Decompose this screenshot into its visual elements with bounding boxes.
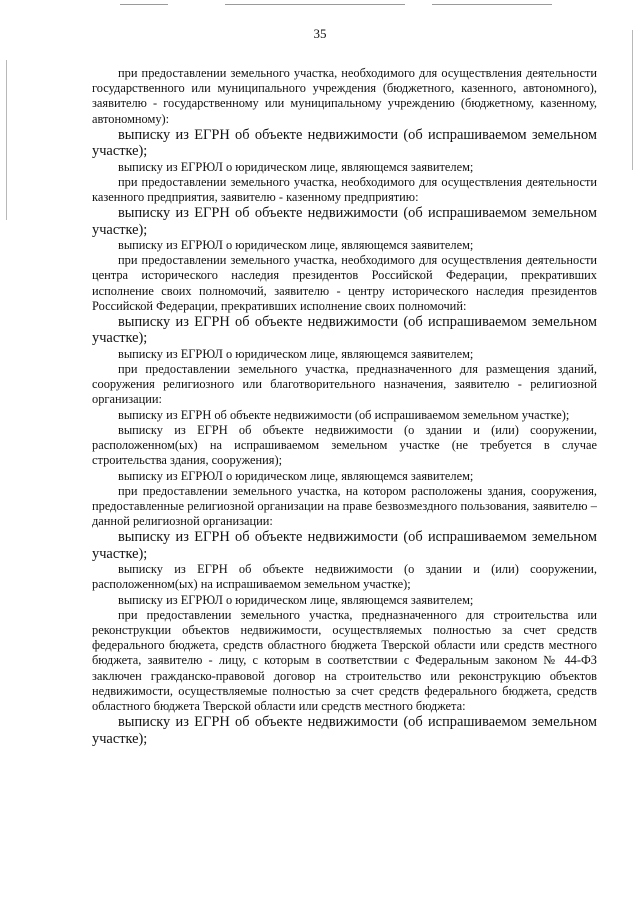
paragraph: выписку из ЕГРН об объекте недвижимости (об испрашиваемом земельном участке); <box>92 205 597 238</box>
paragraph: при предоставлении земельного участка, необходимого для осуществления деятельности государственного или муниципального учреждения (бюджетного, казенного, автономного), заявителю - государственному или муниципальному учреждению (бюджетному, казенному, автономному): <box>92 66 597 126</box>
paragraph: выписку из ЕГРН об объекте недвижимости (об испрашиваемом земельном участке); <box>118 407 570 422</box>
paragraph: при предоставлении земельного участка, на котором расположены здания, сооружения, предоставленные религиозной организации на праве безвозмездного пользования, заявителю – данной религиозной организации: <box>92 483 597 529</box>
paragraph: выписку из ЕГРЮЛ о юридическом лице, являющемся заявителем; <box>118 159 474 174</box>
paragraph: выписку из ЕГРЮЛ о юридическом лице, являющемся заявителем; <box>118 238 474 253</box>
scan-edge-mark <box>6 60 7 220</box>
paragraph: выписку из ЕГРН об объекте недвижимости (об испрашиваемом земельном участке); <box>92 126 597 160</box>
scan-artifact-line <box>225 4 405 5</box>
paragraph: выписку из ЕГРН об объекте недвижимости (о здании и (или) сооружении, расположенном(ых) на испрашиваемом земельном участке); <box>92 562 597 592</box>
document-body <box>92 66 597 747</box>
paragraph: выписку из ЕГРН об объекте недвижимости (об испрашиваемом земельном участке); <box>92 714 597 747</box>
paragraph: выписку из ЕГРЮЛ о юридическом лице, являющемся заявителем; <box>118 346 474 361</box>
paragraph: выписку из ЕГРН об объекте недвижимости (об испрашиваемом земельном участке); <box>92 314 597 347</box>
paragraph: выписку из ЕГРЮЛ о юридическом лице, являющемся заявителем; <box>118 592 474 607</box>
paragraph: при предоставлении земельного участка, необходимого для осуществления деятельности центра исторического наследия президентов Российской Федерации, прекративших исполнение своих полномочий, заявителю - центру исторического наследия президентов Российской Федерации, прекративших исполнение своих полномочий: <box>92 253 597 313</box>
paragraph: выписку из ЕГРЮЛ о юридическом лице, являющемся заявителем; <box>118 468 474 483</box>
scan-artifact-line <box>120 4 168 5</box>
paragraph: при предоставлении земельного участка, предназначенного для размещения зданий, сооружения религиозного или благотворительного назначения, заявителю - религиозной организации: <box>92 362 597 407</box>
page-number: 35 <box>313 26 327 41</box>
paragraph: при предоставлении земельного участка, необходимого для осуществления деятельности казенного предприятия, заявителю - казенному предприятию: <box>92 174 597 205</box>
paragraph: при предоставлении земельного участка, предназначенного для строительства или реконструкции объектов недвижимости, осуществляемых полностью за счет средств федерального бюджета, средств областного бюджета Тверской области или средств местного бюджета, заявителю - лицу, с которым в соответствии с Федеральным законом № 44-ФЗ заключен гражданско-правовой договор на строительство или реконструкцию объектов недвижимости, осуществляемые полностью за счет средств федерального бюджета, средств областного бюджета Тверской области или средств местного бюджета: <box>92 607 597 713</box>
paragraph: выписку из ЕГРН об объекте недвижимости (о здании и (или) сооружении, расположенном(ых) на испрашиваемом земельном участке (не требуется в случае строительства здания, сооружения); <box>92 422 597 468</box>
scan-edge-mark <box>632 30 633 170</box>
paragraph: выписку из ЕГРН об объекте недвижимости (об испрашиваемом земельном участке); <box>92 529 597 562</box>
scan-artifact-line <box>432 4 552 5</box>
